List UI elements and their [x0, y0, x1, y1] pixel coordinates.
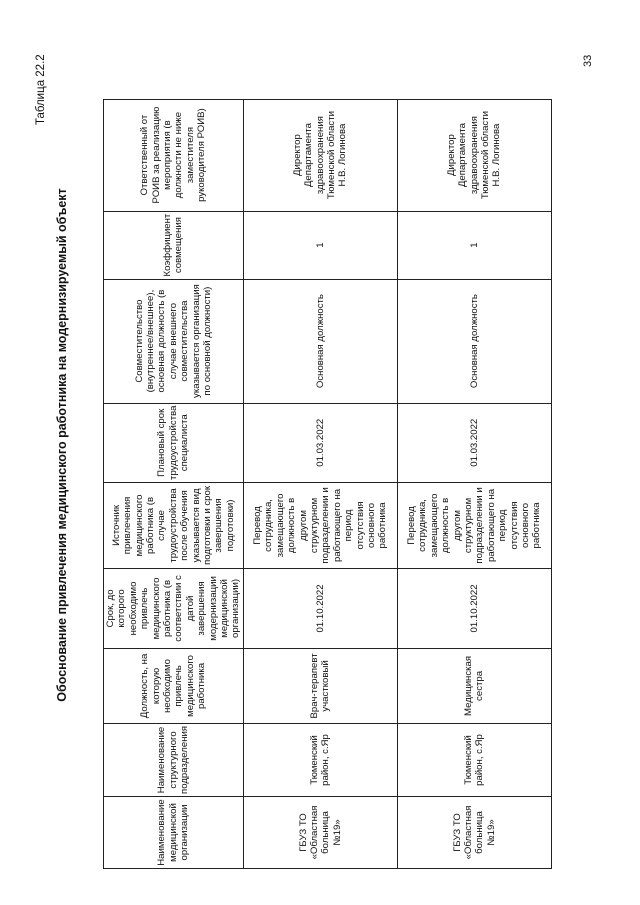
- cell-coefficient: 1: [243, 211, 397, 279]
- header-cell-deadline: Срок, до которого необходимо привлечь медицинского работника (в соответствии с датой завершения модернизации медицинской организации): [104, 568, 244, 648]
- header-row: [104, 99, 244, 868]
- header-cell-planned: Плановый срок трудоустройства специалиста: [104, 403, 244, 482]
- cell-source: Перевод сотрудника, замещающего должность в другом структурном подразделении и работающего на период отсутствия основного работника: [243, 482, 397, 568]
- cell-source: Перевод сотрудника, замещающего должность в другом структурном подразделении и работающего на период отсутствия основного работника: [397, 482, 551, 568]
- header-cell-responsible: Ответственный от РОИВ за реализацию мероприятия (в должности не ниже заместителя руководителя РОИВ): [104, 99, 244, 211]
- table-row: [397, 99, 551, 868]
- header-cell-coefficient: Коэффициент совмещения: [104, 211, 244, 279]
- cell-planned: 01.03.2022: [397, 403, 551, 482]
- cell-deadline: 01.10.2022: [243, 568, 397, 648]
- document-title: Обоснование привлечения медицинского работника на модернизируемый объект: [55, 188, 69, 702]
- table-label: Таблица 22.2: [35, 54, 47, 125]
- recruitment-table: [103, 99, 552, 869]
- header-cell-unit: Наименование структурного подразделения: [104, 723, 244, 796]
- cell-coefficient: 1: [397, 211, 551, 279]
- cell-combination: Основная должность: [397, 279, 551, 403]
- header-cell-org: Наименование медицинской организации: [104, 797, 244, 869]
- cell-deadline: 01.10.2022: [397, 568, 551, 648]
- cell-responsible: Директор Департамента здравоохранения Тюменской области Н.В. Логинова: [243, 99, 397, 211]
- cell-org: ГБУЗ ТО «Областная больница №19»: [243, 797, 397, 869]
- cell-position: Врач-терапевт участковый: [243, 648, 397, 723]
- page-number: 33: [582, 54, 594, 67]
- cell-combination: Основная должность: [243, 279, 397, 403]
- cell-responsible: Директор Департамента здравоохранения Тюменской области Н.В. Логинова: [397, 99, 551, 211]
- header-cell-source: Источник привлечения медицинского работника (в случае трудоустройства после обучения указывается вид подготовки и срок завершения подготовки): [104, 482, 244, 568]
- header-cell-position: Должность, на которую необходимо привлечь медицинского работника: [104, 648, 244, 723]
- cell-planned: 01.03.2022: [243, 403, 397, 482]
- cell-position: Медицинская сестра: [397, 648, 551, 723]
- header-cell-combination: Совместительство (внутреннее/внешнее), основная должность (в случае внешнего совместительства указывается организация по основной должности): [104, 279, 244, 403]
- cell-org: ГБУЗ ТО «Областная больница №19»: [397, 797, 551, 869]
- cell-unit: Тюменский район, с.Яр: [243, 723, 397, 796]
- table-row: [243, 99, 397, 868]
- cell-unit: Тюменский район, с.Яр: [397, 723, 551, 796]
